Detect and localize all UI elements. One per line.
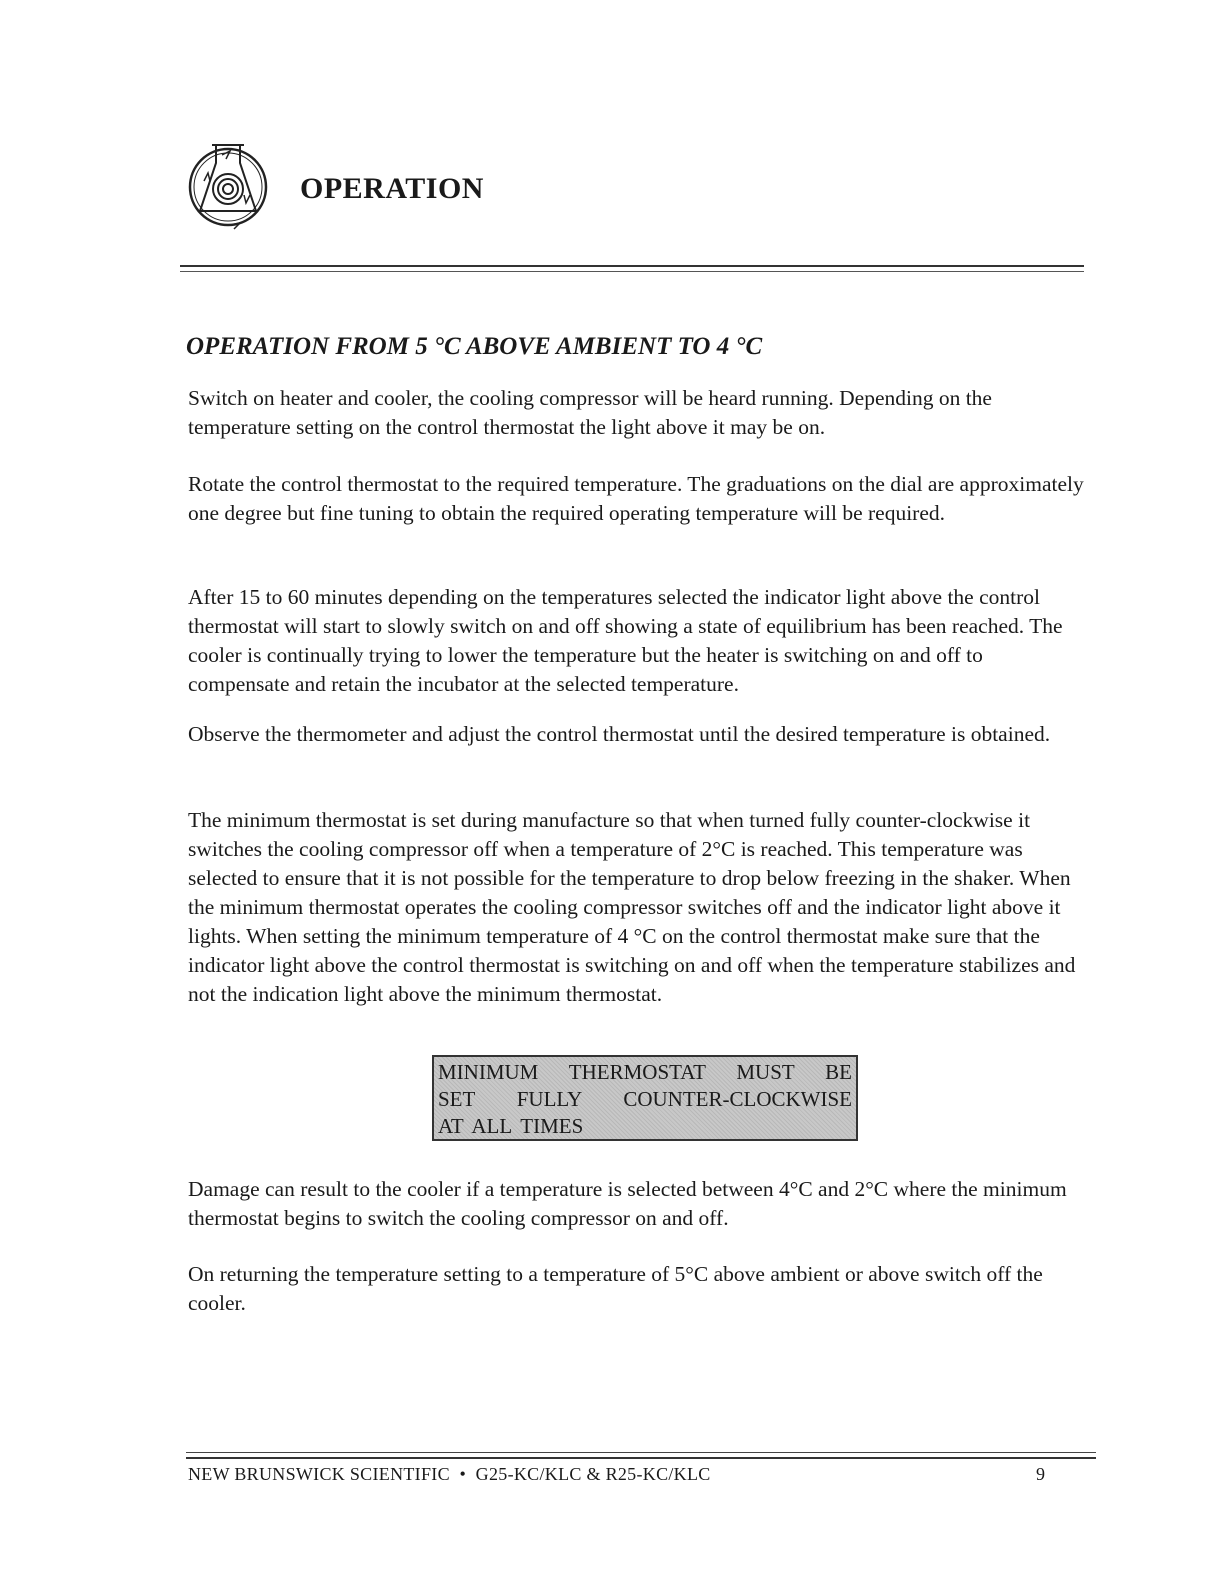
paragraph-returning: On returning the temperature setting to a temperature of 5°C above ambient or above switch off the cooler. [188,1262,1043,1315]
page-title: OPERATION [300,172,484,205]
section-heading: OPERATION FROM 5 °C ABOVE AMBIENT TO 4 °C [186,333,763,360]
footer-divider [186,1457,1096,1459]
page-number: 9 [1036,1464,1045,1484]
warning-line: MINIMUM THERMOSTAT MUST BE [438,1060,852,1084]
paragraph-minimum-thermostat: The minimum thermostat is set during manufacture so that when turned fully counter-clockwise it switches the cooling compressor off when a temperature of 2°C is reached. This temperature was selected to ensure that it is not possible for the temperature to drop below freezing in the shaker. When the minimum thermostat operates the cooling compressor switches off and the indicator light above it lights. When setting the minimum temperature of 4 °C on the control thermostat make sure that the indicator light above the control thermostat is switching on and off when the temperature stabilizes and not the indication light above the minimum thermostat. [188,808,1076,1006]
footer-text: NEW BRUNSWICK SCIENTIFIC • G25-KC/KLC & R25-KC/KLC [188,1464,711,1484]
paragraph-switch-on: Switch on heater and cooler, the cooling compressor will be heard running. Depending on the temperature setting on the control thermostat the light above it may be on. [188,386,992,439]
operation-logo-icon [186,133,270,233]
paragraph-rotate-thermostat: Rotate the control thermostat to the required temperature. The graduations on the dial are approximately one degree but fine tuning to obtain the required operating temperature will be required. [188,472,1084,525]
header-divider [180,265,1084,267]
warning-line: SET FULLY COUNTER-CLOCKWISE [438,1087,852,1111]
warning-box [432,1055,858,1141]
paragraph-equilibrium: After 15 to 60 minutes depending on the temperatures selected the indicator light above the control thermostat will start to slowly switch on and off showing a state of equilibrium has been reached. The cooler is continually trying to lower the temperature but the heater is switching on and off to compensate and retain the incubator at the selected temperature. [188,585,1063,696]
warning-line: AT ALL TIMES [438,1114,584,1138]
header-divider-thin [180,271,1084,272]
paragraph-observe-thermometer: Observe the thermometer and adjust the control thermostat until the desired temperature is obtained. [188,722,1051,746]
footer-divider-thin [186,1452,1096,1453]
paragraph-damage: Damage can result to the cooler if a temperature is selected between 4°C and 2°C where the minimum thermostat begins to switch the cooling compressor on and off. [188,1177,1067,1230]
